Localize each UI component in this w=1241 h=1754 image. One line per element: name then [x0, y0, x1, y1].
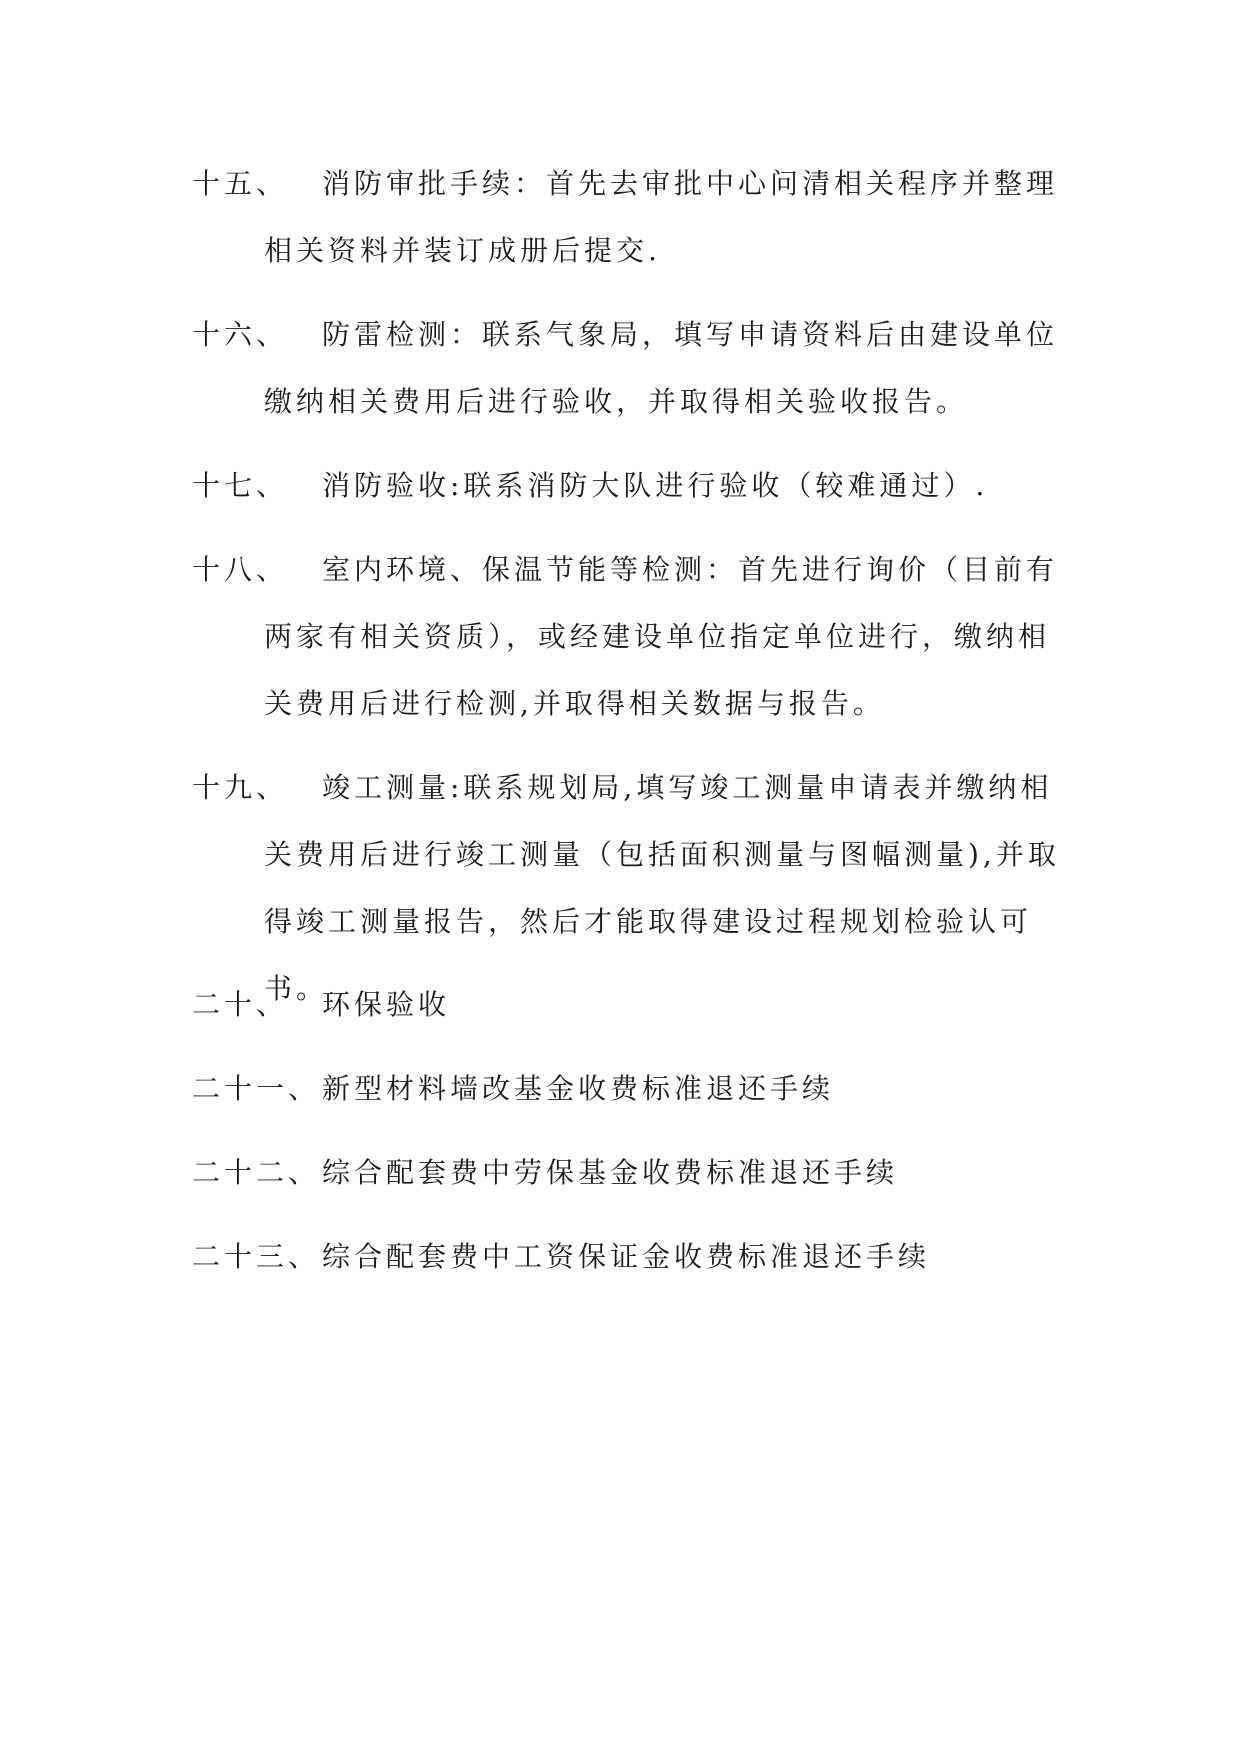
- list-item: [192, 301, 1072, 435]
- item-text: 消防验收:联系消防大队进行验收（较难通过）.: [322, 469, 989, 502]
- item-number: 十九、: [192, 771, 289, 804]
- item-text: 室内环境、保温节能等检测：首先进行询价（目前有两家有相关资质），或经建设单位指定单位进行，缴纳相关费用后进行检测,并取得相关数据与报告。: [264, 553, 1059, 720]
- list-item: [192, 1139, 1072, 1206]
- item-number: 十五、: [192, 167, 289, 200]
- item-number: 十六、: [192, 318, 289, 351]
- list-item: [192, 536, 1072, 737]
- item-number: 十七、: [192, 469, 289, 502]
- item-number: 二十二、: [192, 1156, 321, 1189]
- item-number: 十八、: [192, 553, 289, 586]
- item-text: 综合配套费中工资保证金收费标准退还手续: [322, 1240, 931, 1273]
- item-number: 二十、: [192, 988, 289, 1021]
- list-item: [192, 971, 1072, 1038]
- item-text: 新型材料墙改基金收费标准退还手续: [322, 1072, 835, 1105]
- item-text: 竣工测量:联系规划局,填写竣工测量申请表并缴纳相关费用后进行竣工测量（包括面积测量与图幅测量),并取得竣工测量报告，然后才能取得建设过程规划检验认可书。: [264, 771, 1060, 1005]
- list-item: [192, 452, 1072, 519]
- list-item: [192, 1055, 1072, 1122]
- list-item: [192, 1223, 1072, 1290]
- item-number: 二十一、: [192, 1072, 321, 1105]
- item-text: 防雷检测：联系气象局，填写申请资料后由建设单位缴纳相关费用后进行验收，并取得相关验收报告。: [264, 318, 1059, 418]
- item-text: 环保验收: [322, 988, 451, 1021]
- item-number: 二十三、: [192, 1240, 321, 1273]
- list-item: [192, 150, 1072, 284]
- item-text: 综合配套费中劳保基金收费标准退还手续: [322, 1156, 899, 1189]
- item-text: 消防审批手续：首先去审批中心问清相关程序并整理相关资料并装订成册后提交.: [264, 167, 1059, 267]
